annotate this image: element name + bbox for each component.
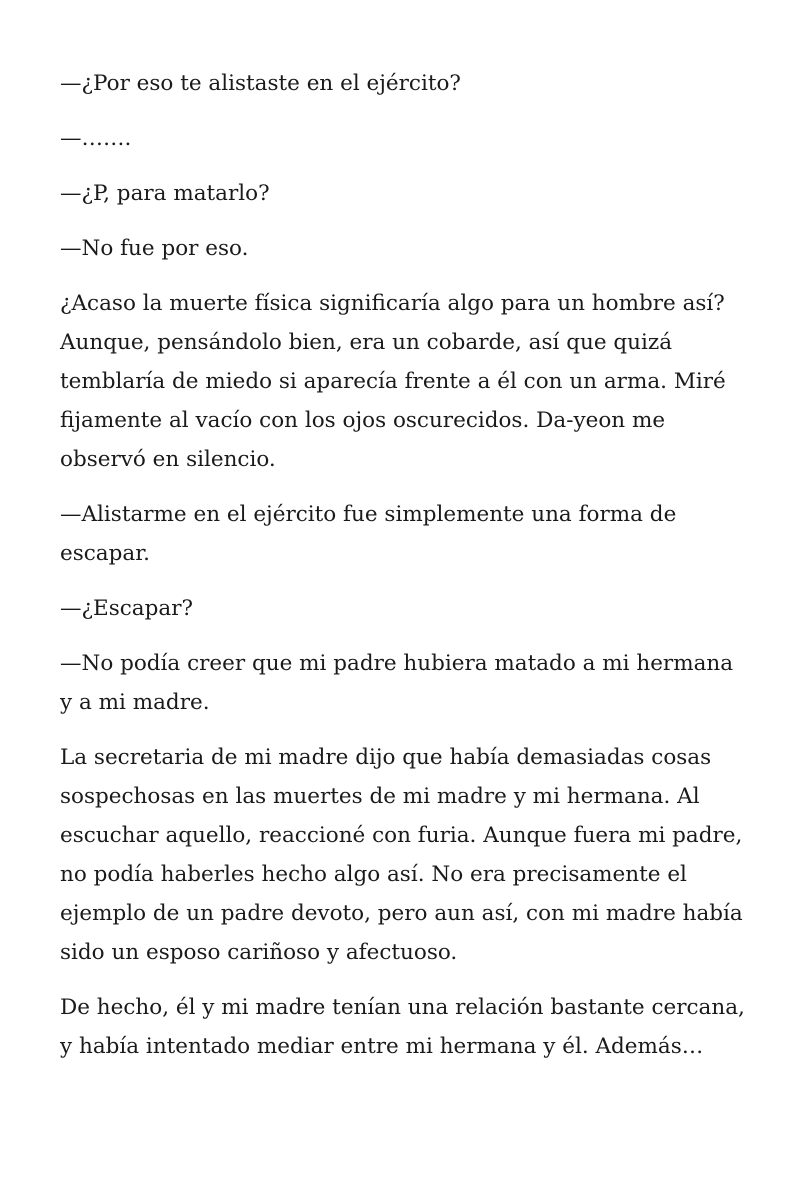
paragraph: De hecho, él y mi madre tenían una relación bastante cercana, y había intentado mediar entre mi hermana y él. Además… (60, 995, 745, 1059)
paragraph: —No podía creer que mi padre hubiera matado a mi hermana y a mi madre. (60, 651, 734, 715)
paragraph: —¿Escapar? (60, 596, 193, 621)
paragraph: —¿P, para matarlo? (60, 181, 270, 206)
paragraph: —……. (60, 126, 132, 151)
document-page (60, 64, 750, 1082)
paragraph: ¿Acaso la muerte física significaría algo para un hombre así? Aunque, pensándolo bien, era un cobarde, así que quizá temblaría de miedo si aparecía frente a él con un arma. Miré fijamente al vacío con los ojos oscurecidos. Da-yeon me observó en silencio. (60, 291, 726, 472)
paragraph: —Alistarme en el ejército fue simplemente una forma de escapar. (60, 502, 677, 566)
paragraph: La secretaria de mi madre dijo que había demasiadas cosas sospechosas en las muertes de mi madre y mi hermana. Al escuchar aquello, reaccioné con furia. Aunque fuera mi padre, no podía haberles hecho algo así. No era precisamente el ejemplo de un padre devoto, pero aun así, con mi madre había sido un esposo cariñoso y afectuoso. (60, 745, 743, 965)
paragraph: —¿Por eso te alistaste en el ejército? (60, 71, 461, 96)
paragraph: —No fue por eso. (60, 236, 249, 261)
